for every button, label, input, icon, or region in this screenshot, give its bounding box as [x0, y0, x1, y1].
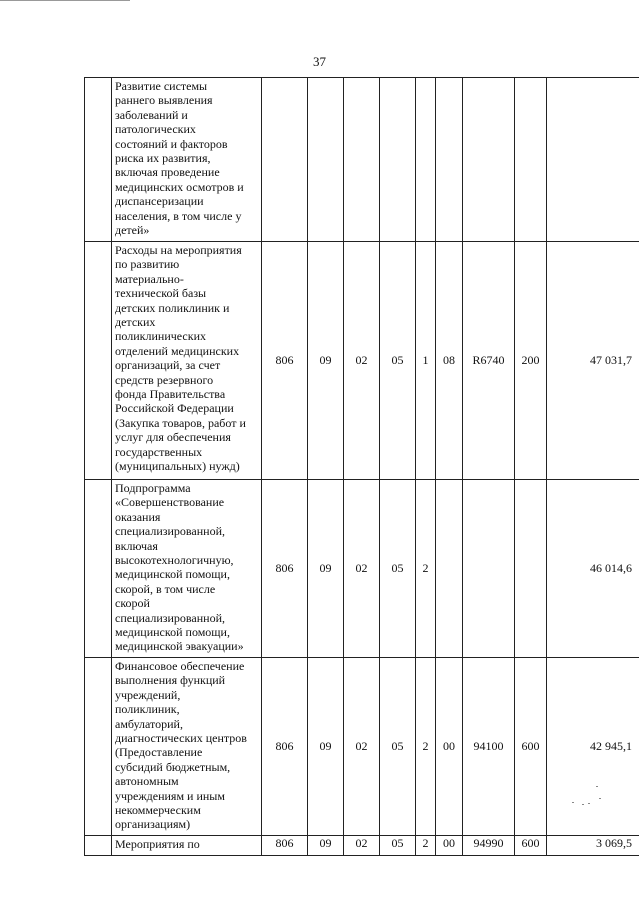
- row-name-cell: Развитие системы раннего выявления заболеваний и патологических состояний и факторов риска их развития, включая проведение медицинских осмотров и диспансеризации населения, в том числе у детей»: [112, 78, 262, 242]
- subprogram-code-cell: 1: [416, 242, 436, 480]
- table-row: [85, 480, 639, 658]
- amount-cell: 46 014,6: [547, 480, 639, 658]
- amount-cell: 42 945,1: [547, 658, 639, 836]
- event-code-cell: [436, 480, 463, 658]
- program-code-cell: [380, 78, 416, 242]
- direction-code-cell: [463, 480, 515, 658]
- table-row: [85, 836, 639, 856]
- expense-type-cell: 600: [515, 658, 547, 836]
- ministry-code-cell: 806: [262, 480, 308, 658]
- subsection-code-cell: 02: [344, 658, 380, 836]
- budget-table: [84, 77, 639, 856]
- event-code-cell: 00: [436, 836, 463, 856]
- section-code-cell: 09: [308, 658, 344, 836]
- amount-cell: 3 069,5: [547, 836, 639, 856]
- subprogram-code-cell: 2: [416, 658, 436, 836]
- row-name-cell: Мероприятия по: [112, 836, 262, 856]
- row-index-cell: [85, 658, 112, 836]
- row-index-cell: [85, 78, 112, 242]
- direction-code-cell: [463, 78, 515, 242]
- table-row: [85, 658, 639, 836]
- direction-code-cell: 94990: [463, 836, 515, 856]
- direction-code-cell: R6740: [463, 242, 515, 480]
- section-code-cell: 09: [308, 242, 344, 480]
- section-code-cell: 09: [308, 836, 344, 856]
- row-index-cell: [85, 836, 112, 856]
- program-code-cell: 05: [380, 242, 416, 480]
- program-code-cell: 05: [380, 658, 416, 836]
- scan-noise: [568, 780, 608, 810]
- expense-type-cell: 600: [515, 836, 547, 856]
- amount-cell: 47 031,7: [547, 242, 639, 480]
- table-row: [85, 242, 639, 480]
- event-code-cell: 00: [436, 658, 463, 836]
- page-number: 37: [313, 54, 326, 69]
- ministry-code-cell: 806: [262, 836, 308, 856]
- subprogram-code-cell: 2: [416, 480, 436, 658]
- section-code-cell: [308, 78, 344, 242]
- row-name-cell: Подпрограмма «Совершенствование оказания специализированной, включая высокотехнологичную, медицинской помощи, скорой, в том числе скорой специализированной, медицинской помощи, медицинской эвакуации»: [112, 480, 262, 658]
- row-index-cell: [85, 242, 112, 480]
- amount-cell: [547, 78, 639, 242]
- event-code-cell: [436, 78, 463, 242]
- row-name-cell: Расходы на мероприятия по развитию материально- технической базы детских поликлиник и детских поликлинических отделений медицинских организаций, за счет средств резервного фонда Правительства Российской Федерации (Закупка товаров, работ и услуг для обеспечения государственных (муниципальных) нужд): [112, 242, 262, 480]
- subsection-code-cell: 02: [344, 836, 380, 856]
- subprogram-code-cell: 2: [416, 836, 436, 856]
- subprogram-code-cell: [416, 78, 436, 242]
- table-row: [85, 78, 639, 242]
- ministry-code-cell: 806: [262, 658, 308, 836]
- section-code-cell: 09: [308, 480, 344, 658]
- ministry-code-cell: 806: [262, 242, 308, 480]
- program-code-cell: 05: [380, 480, 416, 658]
- row-index-cell: [85, 480, 112, 658]
- subsection-code-cell: 02: [344, 480, 380, 658]
- ministry-code-cell: [262, 78, 308, 242]
- event-code-cell: 08: [436, 242, 463, 480]
- direction-code-cell: 94100: [463, 658, 515, 836]
- subsection-code-cell: [344, 78, 380, 242]
- subsection-code-cell: 02: [344, 242, 380, 480]
- program-code-cell: 05: [380, 836, 416, 856]
- scan-edge-mark: [0, 0, 130, 1]
- expense-type-cell: 200: [515, 242, 547, 480]
- expense-type-cell: [515, 480, 547, 658]
- expense-type-cell: [515, 78, 547, 242]
- row-name-cell: Финансовое обеспечение выполнения функций учреждений, поликлиник, амбулаторий, диагностических центров (Предоставление субсидий бюджетным, автономным учреждениям и иным некоммерческим организациям): [112, 658, 262, 836]
